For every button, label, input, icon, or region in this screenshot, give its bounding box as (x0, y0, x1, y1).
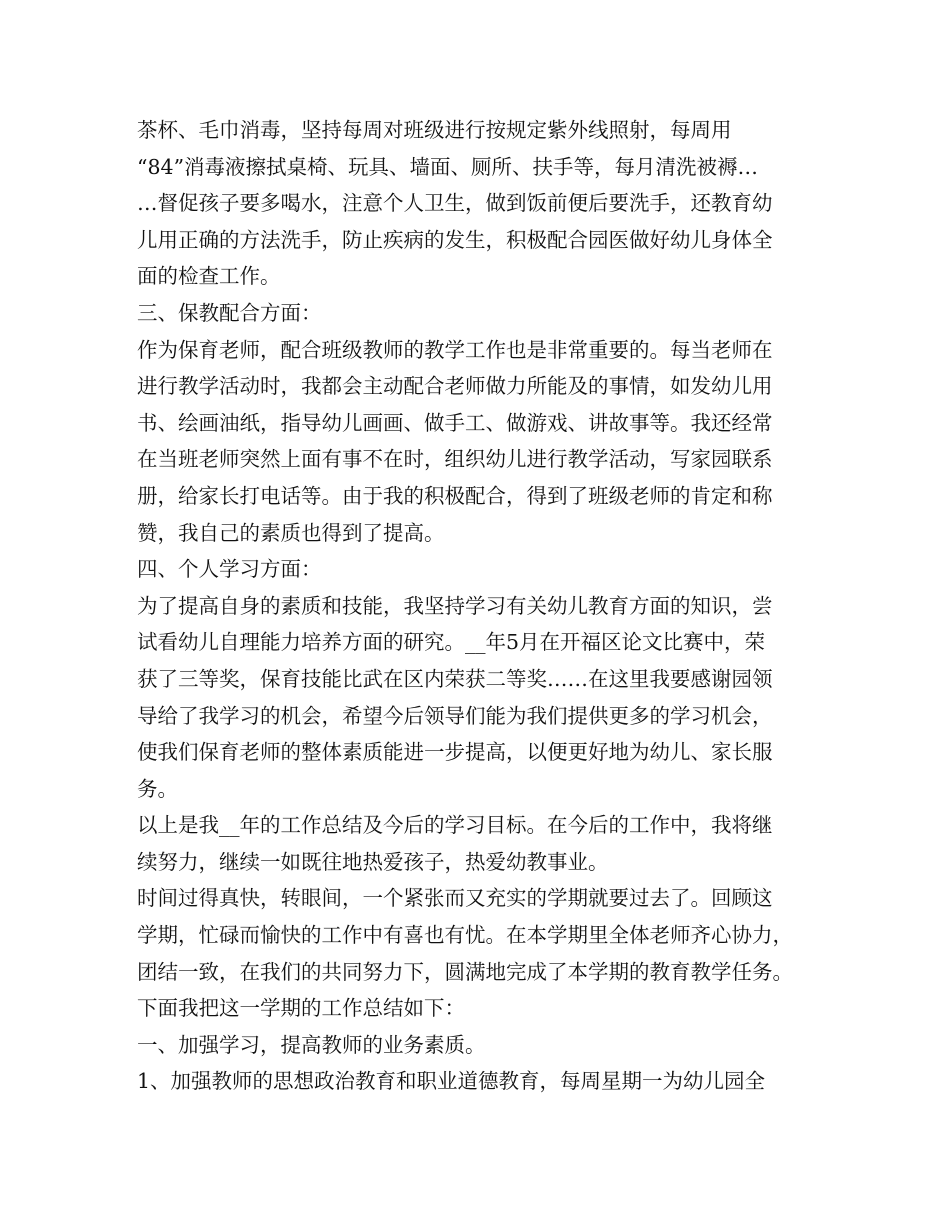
section-heading: 四、个人学习方面： (137, 557, 322, 582)
text-line: 下面我把这一学期的工作总结如下： (137, 996, 465, 1021)
text-line: 务。 (137, 776, 178, 801)
text-line: 册，给家长打电话等。由于我的积极配合，得到了班级老师的肯定和称 (137, 483, 773, 508)
text-line: 学期，忙碌而愉快的工作中有喜也有忧。在本学期里全体老师齐心协力， (137, 923, 793, 948)
text-line: 续努力，继续一如既往地热爱孩子，热爱幼教事业。 (137, 849, 609, 874)
text-line: 团结一致，在我们的共同努力下，圆满地完成了本学期的教育教学任务。 (137, 959, 793, 984)
text-line: 导给了我学习的机会，希望今后领导们能为我们提供更多的学习机会， (137, 703, 773, 728)
text-line: 使我们保育老师的整体素质能进一步提高，以便更好地为幼儿、家长服 (137, 740, 773, 765)
text-line: …督促孩子要多喝水，注意个人卫生，做到饭前便后要洗手，还教育幼 (137, 191, 773, 216)
text-line: 进行教学活动时，我都会主动配合老师做力所能及的事情，如发幼儿用 (137, 374, 773, 399)
text-line: 时间过得真快，转眼间，一个紧张而又充实的学期就要过去了。回顾这 (137, 886, 773, 911)
section-heading: 三、保教配合方面： (137, 300, 322, 325)
text-line: 书、绘画油纸，指导幼儿画画、做手工、做游戏、讲故事等。我还经常 (137, 410, 773, 435)
text-line: 儿用正确的方法洗手，防止疾病的发生，积极配合园医做好幼儿身体全 (137, 227, 773, 252)
text-line: 面的检查工作。 (137, 264, 281, 289)
document-body (137, 112, 827, 1100)
text-line: 作为保育老师，配合班级教师的教学工作也是非常重要的。每当老师在 (137, 337, 773, 362)
text-line: 获了三等奖，保育技能比武在区内荣获二等奖……在这里我要感谢园领 (137, 666, 773, 691)
text-line: 1、加强教师的思想政治教育和职业道德教育，每周星期一为幼儿园全 (137, 1069, 766, 1094)
text-line: 在当班老师突然上面有事不在时，组织幼儿进行教学活动，写家园联系 (137, 447, 773, 472)
text-line: 赞，我自己的素质也得到了提高。 (137, 520, 445, 545)
text-line: “84”消毒液擦拭桌椅、玩具、墙面、厕所、扶手等，每月清洗被褥… (137, 154, 759, 179)
text-line: 为了提高自身的素质和技能，我坚持学习有关幼儿教育方面的知识，尝 (137, 593, 773, 618)
text-line: 以上是我__年的工作总结及今后的学习目标。在今后的工作中，我将继 (137, 813, 773, 838)
text-line: 试看幼儿自理能力培养方面的研究。__年5月在开福区论文比赛中，荣 (137, 630, 766, 655)
text-line: 茶杯、毛巾消毒，坚持每周对班级进行按规定紫外线照射，每周用 (137, 118, 732, 142)
section-heading: 一、加强学习，提高教师的业务素质。 (137, 1032, 486, 1057)
